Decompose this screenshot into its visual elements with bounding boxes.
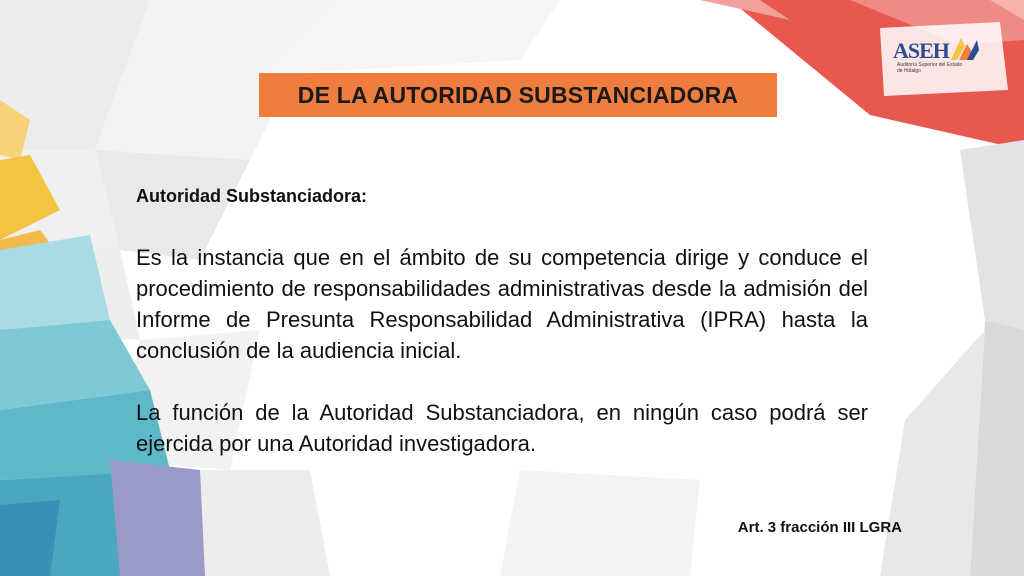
page-title: DE LA AUTORIDAD SUBSTANCIADORA — [297, 81, 739, 108]
definition-paragraph: Es la instancia que en el ámbito de su competencia dirige y conduce el procedimiento de responsabilidades administrativas desde la admisión del Informe de Presunta Responsabilidad Administrativa (IPRA) hasta la conclusión de la audiencia inicial. — [136, 245, 868, 363]
aseh-logo — [893, 36, 985, 76]
logo-mark-icon — [949, 36, 981, 62]
legal-reference: Art. 3 fracción III LGRA — [737, 519, 902, 536]
logo-text: ASEH — [893, 38, 949, 63]
logo-subtext: Auditoría Superior del Estado de Hidalgo — [897, 62, 963, 74]
title-banner — [259, 73, 777, 117]
function-paragraph: La función de la Autoridad Substanciadora, en ningún caso podrá ser ejercida por una Autoridad investigadora. — [136, 400, 868, 456]
section-heading: Autoridad Substanciadora: — [136, 186, 368, 206]
